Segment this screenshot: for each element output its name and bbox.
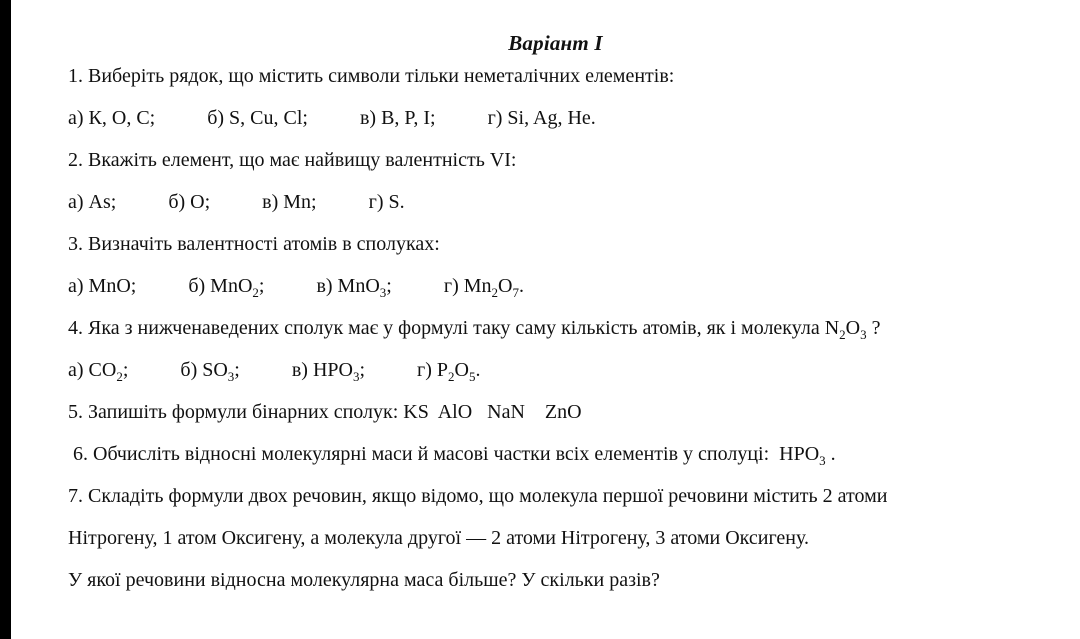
question-7-text-line2: Нітрогену, 1 атом Оксигену, а молекула другої — 2 атоми Нітрогену, 3 атоми Оксигену. <box>68 527 809 549</box>
question-6-text: 6. Обчисліть відносні молекулярні маси й масові частки всіх елементів у сполуці: $HPO_3$ . <box>68 443 836 468</box>
page-title: Варіант І <box>508 31 603 55</box>
question-2-option-b: б) О; <box>168 191 211 213</box>
question-1-option-a: а) К, О, С; <box>68 107 156 129</box>
question-4-option-b: б) $SO_3$; <box>180 359 240 384</box>
question-2-options <box>68 190 1043 214</box>
question-1-option-g: г) Si, Ag, He. <box>487 107 596 129</box>
question-3-options <box>68 274 1043 298</box>
question-3-option-b: б) MnO$_2$; <box>188 275 265 300</box>
question-1-option-v: в) B, P, I; <box>359 107 436 129</box>
question-3-option-g: г) $Mn_2O_7$. <box>443 275 524 300</box>
document-content <box>68 30 1043 610</box>
question-7-text-line3: У якої речовини відносна молекулярна маса більше? У скільки разів? <box>68 569 660 591</box>
question-7-text: 7. Складіть формули двох речовин, якщо відомо, що молекула першої речовини містить 2 атоми <box>68 485 888 507</box>
question-4-option-g: г) $P_2O_5$. <box>417 359 481 384</box>
question-1-text: 1. Виберіть рядок, що містить символи тільки неметалічних елементів: <box>68 65 675 87</box>
question-2-option-v: в) Mn; <box>262 191 317 213</box>
question-5-text: 5. Запишіть формули бінарних сполук: KS AlO NaN ZnO <box>68 401 582 423</box>
question-3-option-v: в) MnO$_3$; <box>316 275 392 300</box>
question-4-text: 4. Яка з нижченаведених сполук має у формулі таку саму кількість атомів, як і молекула $N_2O_3$ ? <box>68 317 881 342</box>
question-3-option-a: а) MnO; <box>68 275 137 297</box>
question-4-option-v: в) $HPO_3$; <box>291 359 366 384</box>
left-edge-bar <box>0 0 11 639</box>
question-1-option-b: б) S, Cu, Cl; <box>207 107 308 129</box>
question-2-text: 2. Вкажіть елемент, що має найвищу валентність VI: <box>68 149 517 171</box>
question-3-text: 3. Визначіть валентності атомів в сполуках: <box>68 233 440 255</box>
question-1-options <box>68 106 1043 130</box>
question-2-option-a: а) As; <box>68 191 117 213</box>
question-4-options <box>68 358 1043 382</box>
question-4-option-a: а) $CO_2$; <box>68 359 129 384</box>
question-2-option-g: г) S. <box>368 191 405 213</box>
